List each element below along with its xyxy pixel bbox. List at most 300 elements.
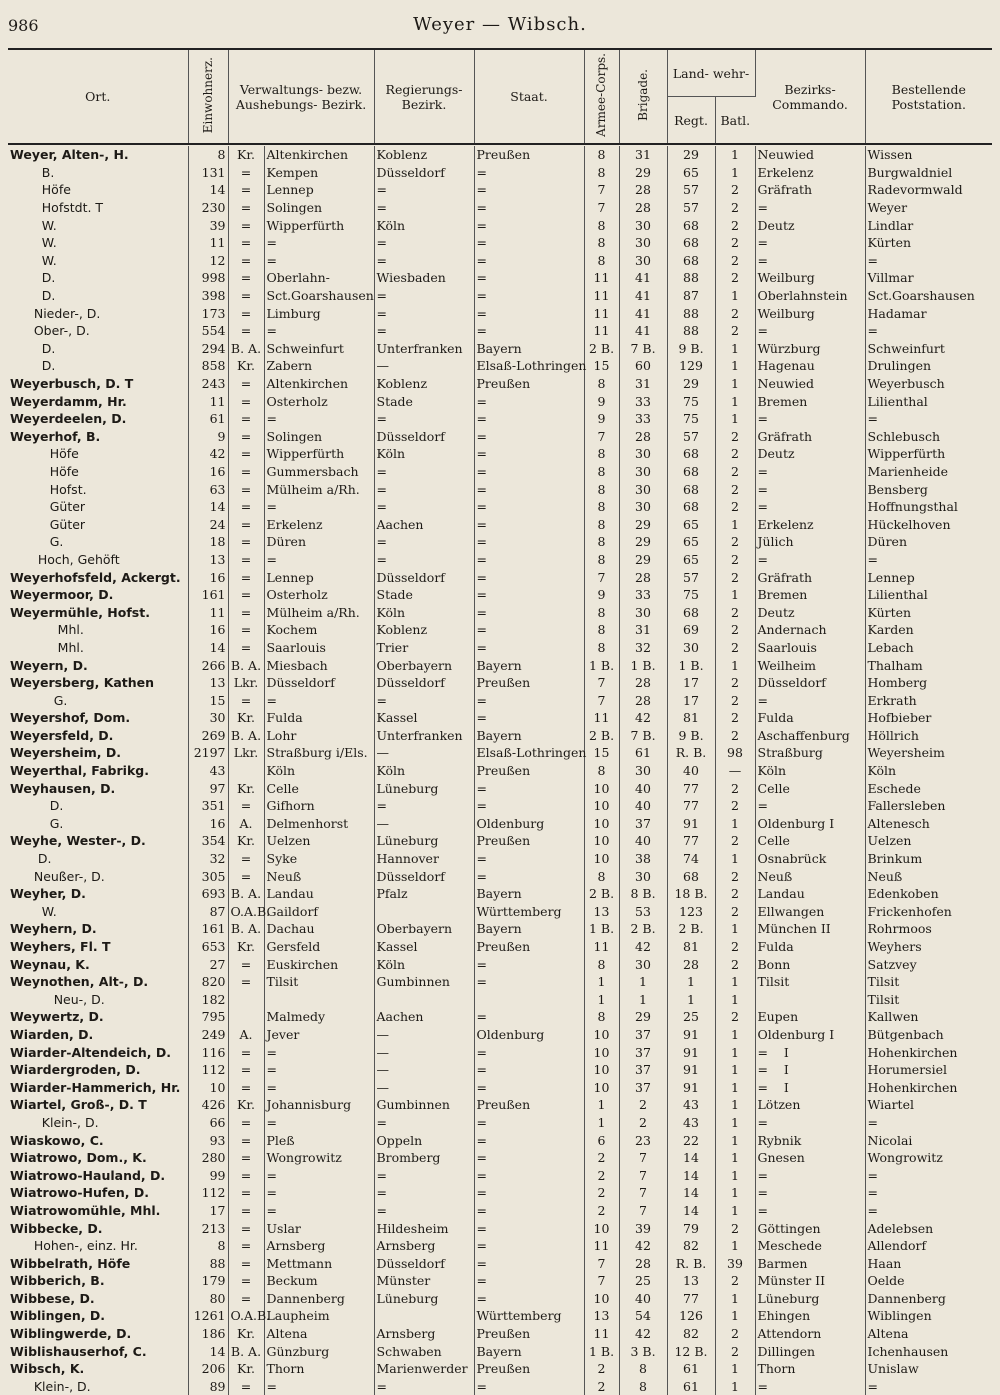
row-staat: =	[474, 1061, 584, 1079]
row-brigade: 54	[619, 1307, 667, 1325]
row-bezirkscommando: = I	[755, 1078, 865, 1096]
row-bezirkscommando: Gräfrath	[755, 181, 865, 199]
row-amtsbezirk: =	[228, 480, 264, 498]
row-poststation: Altena	[867, 1326, 909, 1342]
table-row	[8, 1290, 992, 1308]
row-regiment: 43	[667, 1096, 715, 1114]
row-regiment: 77	[667, 1290, 715, 1308]
row-brigade: 40	[619, 779, 667, 797]
row-einwohner: 39	[188, 216, 228, 234]
row-einwohner: 186	[188, 1325, 228, 1343]
row-verwaltungsbezirk: Mülheim a/Rh.	[264, 480, 374, 498]
row-regiment: 9 B.	[667, 340, 715, 358]
row-bezirkscommando: =	[755, 252, 865, 270]
row-bezirkscommando: Gnesen	[755, 1149, 865, 1167]
row-armee-corps: 1	[584, 991, 619, 1009]
row-bezirkscommando: Landau	[755, 885, 865, 903]
row-amtsbezirk: =	[228, 551, 264, 569]
row-amtsbezirk: =	[228, 199, 264, 217]
row-ort: Nieder-, D.	[8, 304, 188, 322]
row-armee-corps: 9	[584, 410, 619, 428]
table-row	[8, 533, 992, 551]
row-einwohner: 398	[188, 287, 228, 305]
row-verwaltungsbezirk: Altenkirchen	[264, 146, 374, 164]
row-bataillon: 1	[715, 287, 755, 305]
row-regiment: 43	[667, 1114, 715, 1132]
row-poststation: Hoffnungsthal	[867, 499, 958, 515]
row-brigade: 60	[619, 357, 667, 375]
row-poststation: Lilienthal	[867, 587, 928, 603]
row-poststation: Weyhers	[867, 939, 922, 955]
row-verwaltungsbezirk: =	[264, 1078, 374, 1096]
row-einwohner: 80	[188, 1290, 228, 1308]
row-verwaltungsbezirk: Mülheim a/Rh.	[264, 603, 374, 621]
row-regiment: 91	[667, 1078, 715, 1096]
row-verwaltungsbezirk: Osterholz	[264, 586, 374, 604]
row-brigade: 30	[619, 234, 667, 252]
row-brigade: 37	[619, 1061, 667, 1079]
row-regiment: 14	[667, 1166, 715, 1184]
row-bezirkscommando: = I	[755, 1061, 865, 1079]
row-amtsbezirk: =	[228, 392, 264, 410]
row-einwohner: 173	[188, 304, 228, 322]
row-ort: Hohen-, einz. Hr.	[8, 1237, 188, 1255]
row-bataillon: 2	[715, 463, 755, 481]
row-staat: =	[474, 1149, 584, 1167]
row-amtsbezirk: =	[228, 445, 264, 463]
row-bataillon: 1	[715, 410, 755, 428]
row-regiment: 79	[667, 1219, 715, 1237]
row-brigade: 37	[619, 1043, 667, 1061]
row-armee-corps: 2 B.	[584, 727, 619, 745]
row-armee-corps: 11	[584, 938, 619, 956]
row-bezirkscommando: Oldenburg I	[755, 815, 865, 833]
row-ort: Güter	[8, 498, 188, 516]
row-bezirkscommando: Barmen	[755, 1254, 865, 1272]
table-row	[8, 1096, 992, 1114]
row-staat: =	[474, 1114, 584, 1132]
row-poststation: =	[867, 1202, 878, 1218]
row-verwaltungsbezirk: =	[264, 322, 374, 340]
row-verwaltungsbezirk: Kempen	[264, 164, 374, 182]
row-ort: W.	[8, 252, 188, 270]
table-row	[8, 938, 992, 956]
row-bataillon: 2	[715, 621, 755, 639]
row-brigade: 7	[619, 1184, 667, 1202]
row-amtsbezirk: =	[228, 691, 264, 709]
row-amtsbezirk: Kr.	[228, 1096, 264, 1114]
row-armee-corps: 11	[584, 322, 619, 340]
row-einwohner: 858	[188, 357, 228, 375]
row-regiment: 87	[667, 287, 715, 305]
row-regierungsbezirk: =	[374, 1166, 474, 1184]
row-brigade: 53	[619, 903, 667, 921]
row-amtsbezirk: =	[228, 1272, 264, 1290]
row-einwohner: 653	[188, 938, 228, 956]
row-einwohner: 89	[188, 1378, 228, 1395]
row-einwohner: 131	[188, 164, 228, 182]
row-verwaltungsbezirk: =	[264, 1202, 374, 1220]
table-row	[8, 568, 992, 586]
row-brigade: 8	[619, 1360, 667, 1378]
row-bezirkscommando: Lötzen	[755, 1096, 865, 1114]
row-staat: =	[474, 181, 584, 199]
table-row	[8, 410, 992, 428]
row-poststation: Tilsit	[867, 991, 900, 1007]
row-staat: =	[474, 1219, 584, 1237]
row-bataillon: 1	[715, 1360, 755, 1378]
row-einwohner: 87	[188, 903, 228, 921]
row-ort: Wiblingen, D.	[8, 1307, 188, 1325]
table-row	[8, 234, 992, 252]
row-staat: Preußen	[474, 146, 584, 164]
row-einwohner: 14	[188, 498, 228, 516]
row-regierungsbezirk: Oberbayern	[374, 656, 474, 674]
row-armee-corps: 10	[584, 1026, 619, 1044]
row-brigade: 25	[619, 1272, 667, 1290]
row-verwaltungsbezirk: Lohr	[264, 727, 374, 745]
row-amtsbezirk: =	[228, 269, 264, 287]
row-bataillon: 1	[715, 164, 755, 182]
row-brigade: 28	[619, 428, 667, 446]
row-poststation: Eschede	[867, 780, 921, 796]
row-regierungsbezirk: Arnsberg	[374, 1237, 474, 1255]
row-einwohner: 14	[188, 1342, 228, 1360]
row-bezirkscommando	[755, 991, 865, 1009]
row-bataillon: 1	[715, 973, 755, 991]
row-amtsbezirk: =	[228, 1043, 264, 1061]
row-verwaltungsbezirk: Delmenhorst	[264, 815, 374, 833]
row-ort: Weyhe, Wester-, D.	[8, 832, 188, 850]
row-regiment: 13	[667, 1272, 715, 1290]
row-regiment: 61	[667, 1378, 715, 1395]
row-bezirkscommando: Ellwangen	[755, 903, 865, 921]
row-brigade: 39	[619, 1219, 667, 1237]
row-bezirkscommando: Straßburg	[755, 744, 865, 762]
row-einwohner: 243	[188, 375, 228, 393]
row-einwohner: 795	[188, 1008, 228, 1026]
row-regiment: R. B.	[667, 1254, 715, 1272]
row-brigade: 2	[619, 1096, 667, 1114]
row-regiment: 14	[667, 1202, 715, 1220]
row-armee-corps: 10	[584, 1290, 619, 1308]
table-row	[8, 1378, 992, 1395]
row-bezirkscommando: =	[755, 797, 865, 815]
row-amtsbezirk: =	[228, 498, 264, 516]
row-amtsbezirk: A.	[228, 815, 264, 833]
row-staat: =	[474, 234, 584, 252]
row-regiment: 17	[667, 691, 715, 709]
row-bezirkscommando: Lüneburg	[755, 1290, 865, 1308]
row-ort: Wiartel, Groß-, D. T	[8, 1096, 188, 1114]
row-verwaltungsbezirk: Landau	[264, 885, 374, 903]
row-regiment: 91	[667, 1026, 715, 1044]
row-bezirkscommando: Münster II	[755, 1272, 865, 1290]
row-regierungsbezirk: Aachen	[374, 1008, 474, 1026]
row-armee-corps: 2 B.	[584, 885, 619, 903]
row-einwohner: 206	[188, 1360, 228, 1378]
row-poststation: Oelde	[867, 1273, 905, 1289]
row-bataillon: 2	[715, 885, 755, 903]
table-row	[8, 850, 992, 868]
row-ort: Weynothen, Alt-, D.	[8, 973, 188, 991]
row-bezirkscommando: Bremen	[755, 392, 865, 410]
row-regierungsbezirk: Köln	[374, 445, 474, 463]
row-amtsbezirk: =	[228, 973, 264, 991]
row-poststation: =	[867, 1114, 878, 1130]
row-regiment: 77	[667, 779, 715, 797]
row-poststation: Fallersleben	[867, 798, 946, 814]
row-verwaltungsbezirk: Kochem	[264, 621, 374, 639]
row-bezirkscommando: Göttingen	[755, 1219, 865, 1237]
row-staat: =	[474, 568, 584, 586]
row-staat: =	[474, 1008, 584, 1026]
row-regiment: 123	[667, 903, 715, 921]
row-regierungsbezirk: Hildesheim	[374, 1219, 474, 1237]
table-row	[8, 1342, 992, 1360]
row-bataillon: 2	[715, 1325, 755, 1343]
row-regierungsbezirk: —	[374, 1061, 474, 1079]
row-regiment: 88	[667, 322, 715, 340]
row-regierungsbezirk: Lüneburg	[374, 1290, 474, 1308]
row-regiment: 68	[667, 867, 715, 885]
row-ort: D.	[8, 340, 188, 358]
row-verwaltungsbezirk: Köln	[264, 762, 374, 780]
row-bataillon: 2	[715, 709, 755, 727]
row-ort: Wiarder-Hammerich, Hr.	[8, 1078, 188, 1096]
row-verwaltungsbezirk: Beckum	[264, 1272, 374, 1290]
row-regierungsbezirk: =	[374, 1202, 474, 1220]
table-row	[8, 1237, 992, 1255]
table-row	[8, 1131, 992, 1149]
row-regiment: 57	[667, 428, 715, 446]
row-poststation: Wiartel	[867, 1097, 914, 1113]
row-bataillon: 2	[715, 903, 755, 921]
row-bezirkscommando: Würzburg	[755, 340, 865, 358]
row-bezirkscommando: Celle	[755, 779, 865, 797]
row-staat: =	[474, 515, 584, 533]
row-verwaltungsbezirk: Lennep	[264, 181, 374, 199]
row-armee-corps: 8	[584, 515, 619, 533]
row-brigade: 28	[619, 674, 667, 692]
row-brigade: 33	[619, 586, 667, 604]
header-regt: Regt.	[667, 97, 715, 144]
row-armee-corps: 2 B.	[584, 340, 619, 358]
row-poststation: Drulingen	[867, 358, 932, 374]
table-row	[8, 322, 992, 340]
row-regierungsbezirk: =	[374, 480, 474, 498]
row-regierungsbezirk: =	[374, 533, 474, 551]
row-armee-corps: 9	[584, 586, 619, 604]
row-amtsbezirk: =	[228, 533, 264, 551]
row-brigade: 7	[619, 1149, 667, 1167]
row-ort: Wiblingwerde, D.	[8, 1325, 188, 1343]
row-amtsbezirk: =	[228, 1114, 264, 1132]
row-bezirkscommando: Hagenau	[755, 357, 865, 375]
row-regierungsbezirk: =	[374, 287, 474, 305]
row-ort: Güter	[8, 515, 188, 533]
row-amtsbezirk: =	[228, 216, 264, 234]
row-brigade: 30	[619, 955, 667, 973]
row-verwaltungsbezirk: Altenkirchen	[264, 375, 374, 393]
row-staat: Preußen	[474, 1360, 584, 1378]
row-ort: Weyerhof, B.	[8, 428, 188, 446]
row-amtsbezirk: =	[228, 252, 264, 270]
table-row	[8, 674, 992, 692]
row-poststation: Radevormwald	[867, 182, 963, 198]
row-regierungsbezirk: =	[374, 181, 474, 199]
row-armee-corps: 2	[584, 1149, 619, 1167]
row-poststation: Düren	[867, 534, 907, 550]
table-row	[8, 621, 992, 639]
row-regiment: 22	[667, 1131, 715, 1149]
row-einwohner: 14	[188, 639, 228, 657]
row-regierungsbezirk: Düsseldorf	[374, 1254, 474, 1272]
row-brigade: 29	[619, 515, 667, 533]
row-bezirkscommando: Gräfrath	[755, 568, 865, 586]
row-staat: =	[474, 269, 584, 287]
row-bataillon: 2	[715, 252, 755, 270]
row-bataillon: 2	[715, 938, 755, 956]
row-staat: Oldenburg	[474, 1026, 584, 1044]
row-poststation: Adelebsen	[867, 1220, 934, 1236]
row-regiment: 77	[667, 797, 715, 815]
table-row	[8, 586, 992, 604]
row-regiment: 75	[667, 586, 715, 604]
row-bezirkscommando: Neuwied	[755, 375, 865, 393]
row-einwohner: 1261	[188, 1307, 228, 1325]
row-einwohner: 9	[188, 428, 228, 446]
row-einwohner: 8	[188, 1237, 228, 1255]
row-poststation: Sct.Goarshausen	[867, 288, 975, 304]
table-row	[8, 1307, 992, 1325]
row-staat: Preußen	[474, 762, 584, 780]
row-verwaltungsbezirk: Uelzen	[264, 832, 374, 850]
row-armee-corps: 8	[584, 621, 619, 639]
row-poststation: =	[867, 1378, 878, 1394]
row-bezirkscommando: Andernach	[755, 621, 865, 639]
row-brigade: 41	[619, 287, 667, 305]
row-poststation: =	[867, 1185, 878, 1201]
row-bataillon: 1	[715, 392, 755, 410]
row-verwaltungsbezirk: Uslar	[264, 1219, 374, 1237]
table-row	[8, 480, 992, 498]
row-ort: D.	[8, 357, 188, 375]
row-amtsbezirk: =	[228, 797, 264, 815]
row-bezirkscommando: Meschede	[755, 1237, 865, 1255]
row-bataillon: 1	[715, 1290, 755, 1308]
row-regierungsbezirk: Kassel	[374, 709, 474, 727]
row-amtsbezirk: =	[228, 867, 264, 885]
row-bataillon: 1	[715, 515, 755, 533]
row-bataillon: 1	[715, 340, 755, 358]
row-poststation: Allendorf	[867, 1238, 927, 1254]
row-staat: =	[474, 164, 584, 182]
row-brigade: 30	[619, 867, 667, 885]
row-regierungsbezirk: Unterfranken	[374, 727, 474, 745]
row-einwohner: 11	[188, 603, 228, 621]
row-regiment: 65	[667, 164, 715, 182]
row-einwohner: 182	[188, 991, 228, 1009]
table-row	[8, 885, 992, 903]
row-regiment: 77	[667, 832, 715, 850]
row-brigade: 41	[619, 269, 667, 287]
row-einwohner: 179	[188, 1272, 228, 1290]
row-ort: Weyhers, Fl. T	[8, 938, 188, 956]
row-staat: =	[474, 603, 584, 621]
row-regierungsbezirk: Düsseldorf	[374, 164, 474, 182]
row-armee-corps: 8	[584, 146, 619, 164]
row-regiment: 1 B.	[667, 656, 715, 674]
row-bezirkscommando: =	[755, 1378, 865, 1395]
row-poststation: Altenesch	[867, 815, 930, 831]
row-bataillon: 1	[715, 850, 755, 868]
row-ort: Weyermühle, Hofst.	[8, 603, 188, 621]
row-bataillon: 1	[715, 1131, 755, 1149]
row-regiment: 65	[667, 515, 715, 533]
table-row	[8, 428, 992, 446]
row-einwohner: 266	[188, 656, 228, 674]
row-bataillon: 39	[715, 1254, 755, 1272]
row-staat: =	[474, 410, 584, 428]
row-brigade: 33	[619, 392, 667, 410]
row-regierungsbezirk: —	[374, 815, 474, 833]
row-amtsbezirk: =	[228, 181, 264, 199]
row-ort: B.	[8, 164, 188, 182]
row-regierungsbezirk: Köln	[374, 762, 474, 780]
row-ort: Wibberich, B.	[8, 1272, 188, 1290]
row-amtsbezirk: Lkr.	[228, 744, 264, 762]
row-armee-corps: 1	[584, 1096, 619, 1114]
row-armee-corps: 11	[584, 287, 619, 305]
row-staat: =	[474, 1043, 584, 1061]
row-staat: =	[474, 1131, 584, 1149]
row-staat: Preußen	[474, 832, 584, 850]
table-row	[8, 340, 992, 358]
row-ort: Weyerhofsfeld, Ackergt.	[8, 568, 188, 586]
row-bataillon: 1	[715, 920, 755, 938]
row-einwohner: 42	[188, 445, 228, 463]
row-brigade: 8	[619, 1378, 667, 1395]
table-row	[8, 603, 992, 621]
row-armee-corps: 7	[584, 1254, 619, 1272]
row-bezirkscommando: Osnabrück	[755, 850, 865, 868]
row-verwaltungsbezirk	[264, 991, 374, 1009]
row-amtsbezirk: Kr.	[228, 357, 264, 375]
table-row	[8, 955, 992, 973]
row-verwaltungsbezirk: Arnsberg	[264, 1237, 374, 1255]
row-poststation: Wongrowitz	[867, 1150, 943, 1166]
table-row	[8, 146, 992, 164]
row-brigade: 28	[619, 199, 667, 217]
row-einwohner: 16	[188, 568, 228, 586]
row-armee-corps: 7	[584, 428, 619, 446]
row-amtsbezirk: Kr.	[228, 938, 264, 956]
row-bezirkscommando: =	[755, 480, 865, 498]
row-brigade: 1 B.	[619, 656, 667, 674]
row-einwohner: 116	[188, 1043, 228, 1061]
row-regierungsbezirk	[374, 903, 474, 921]
row-ort: Wibsch, K.	[8, 1360, 188, 1378]
row-bataillon: 2	[715, 480, 755, 498]
row-bataillon: 2	[715, 1008, 755, 1026]
row-bataillon: 1	[715, 1307, 755, 1325]
row-brigade: 37	[619, 815, 667, 833]
row-poststation: Horumersiel	[867, 1062, 947, 1078]
row-regiment: 82	[667, 1325, 715, 1343]
row-ort: Wiatrowo-Hufen, D.	[8, 1184, 188, 1202]
row-bezirkscommando: Ehingen	[755, 1307, 865, 1325]
